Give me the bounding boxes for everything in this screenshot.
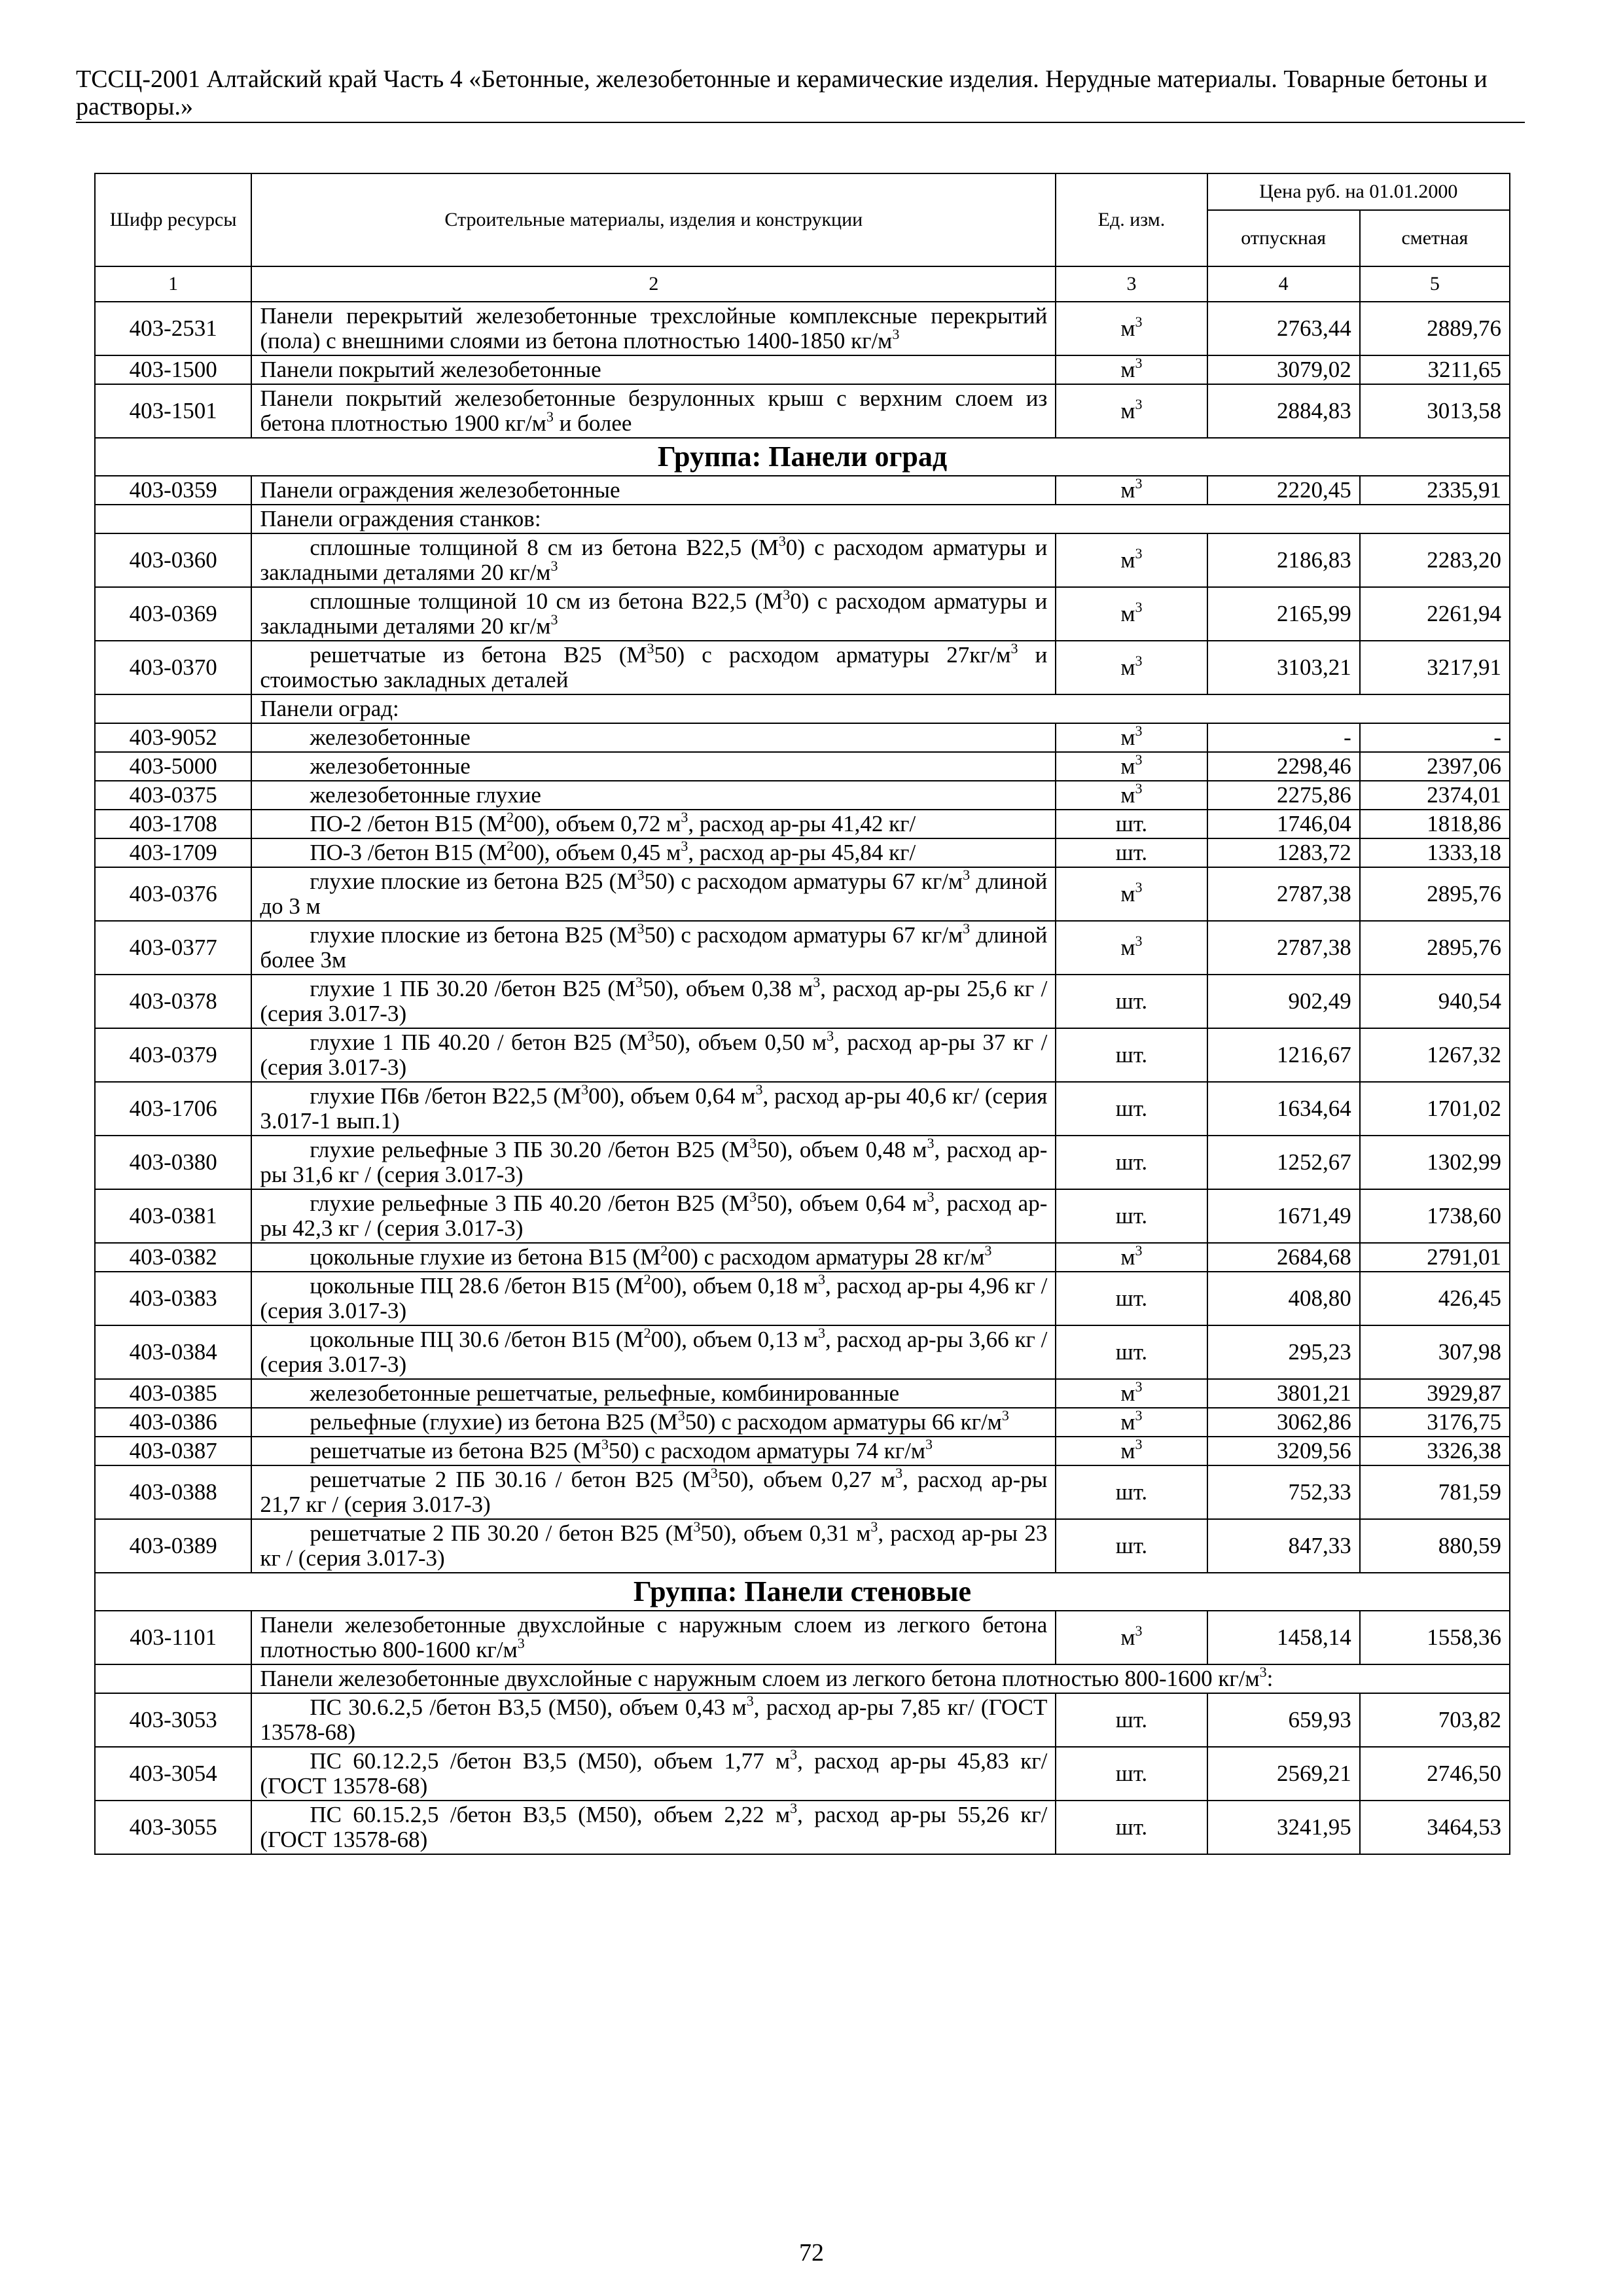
material-name: решетчатые 2 ПБ 30.16 / бетон В25 $(М^350)$, объем 0,27 $м^3$, расход ар-ры 21,7 кг / (серия 3.017-3) [251,1465,1056,1519]
unit: шт. [1056,838,1207,867]
table-row [95,1243,1510,1272]
release-price: 3103,21 [1207,641,1360,694]
table-row [95,1379,1510,1408]
resource-code: 403-0381 [95,1189,251,1243]
material-name: Панели покрытий железобетонные [251,355,1056,384]
release-price: 1283,72 [1207,838,1360,867]
col-number: 2 [251,266,1056,302]
resource-code: 403-0386 [95,1408,251,1437]
release-price: 2186,83 [1207,533,1360,587]
release-price: 2684,68 [1207,1243,1360,1272]
resource-code: 403-9052 [95,723,251,752]
resource-code: 403-3054 [95,1747,251,1801]
release-price: 847,33 [1207,1519,1360,1573]
material-name: ПС 60.15.2,5 /бетон В3,5 (М50), объем 2,22 $м^3$, расход ар-ры 55,26 кг/ (ГОСТ 13578-68) [251,1801,1056,1854]
unit: $м^3$ [1056,723,1207,752]
release-price: 659,93 [1207,1693,1360,1747]
material-name: Панели ограждения железобетонные [251,476,1056,505]
table-row [95,1801,1510,1854]
material-name: глухие 1 ПБ 30.20 /бетон В25 $(М^350)$, объем 0,38 $м^3$, расход ар-ры 25,6 кг / (серия 3.017-3) [251,975,1056,1028]
material-name: цокольные ПЦ 30.6 /бетон В15 $(М^200)$, объем 0,13 $м^3$, расход ар-ры 3,66 кг / (серия 3.017-3) [251,1325,1056,1379]
estimate-price: 1558,36 [1360,1611,1510,1664]
estimate-price: 3211,65 [1360,355,1510,384]
material-name: цокольные глухие из бетона В15 $(М^200)$ с расходом арматуры 28 $кг/м^3$ [251,1243,1056,1272]
resource-code: 403-1500 [95,355,251,384]
col-number: 1 [95,266,251,302]
group-heading-row [95,438,1510,476]
table-row [95,1465,1510,1519]
release-price: 2884,83 [1207,384,1360,438]
resource-code: 403-0359 [95,476,251,505]
estimate-price: 781,59 [1360,1465,1510,1519]
table-row [95,302,1510,355]
material-name: глухие рельефные 3 ПБ 30.20 /бетон В25 $(М^350)$, объем 0,48 $м^3$, расход ар-ры 31,6 кг / (серия 3.017-3) [251,1136,1056,1189]
empty-cell [95,694,251,723]
col-header-estimate: сметная [1360,210,1510,266]
release-price: - [1207,723,1360,752]
table-row [95,1272,1510,1325]
col-number: 5 [1360,266,1510,302]
resource-code: 403-1101 [95,1611,251,1664]
resource-code: 403-0369 [95,587,251,641]
material-name: Панели железобетонные двухслойные с наружным слоем из легкого бетона плотностью 800-1600 $кг/м^3$ [251,1611,1056,1664]
unit: $м^3$ [1056,587,1207,641]
unit: шт. [1056,1325,1207,1379]
release-price: 752,33 [1207,1465,1360,1519]
unit: шт. [1056,1189,1207,1243]
resource-code: 403-1501 [95,384,251,438]
resource-code: 403-2531 [95,302,251,355]
estimate-price: 2261,94 [1360,587,1510,641]
estimate-price: 3464,53 [1360,1801,1510,1854]
unit: шт. [1056,975,1207,1028]
group-heading: Группа: Панели стеновые [95,1573,1510,1611]
material-name: сплошные толщиной 10 см из бетона В22,5 $(М^30)$ с расходом арматуры и закладными деталями 20 $кг/м^3$ [251,587,1056,641]
release-price: 1634,64 [1207,1082,1360,1136]
unit: шт. [1056,1801,1207,1854]
table-row [95,355,1510,384]
estimate-price: 1818,86 [1360,810,1510,838]
material-name: ПС 60.12.2,5 /бетон В3,5 (М50), объем 1,77 $м^3$, расход ар-ры 45,83 кг/ (ГОСТ 13578-68) [251,1747,1056,1801]
release-price: 2569,21 [1207,1747,1360,1801]
estimate-price: 307,98 [1360,1325,1510,1379]
material-name: ПС 30.6.2,5 /бетон В3,5 (М50), объем 0,43 $м^3$, расход ар-ры 7,85 кг/ (ГОСТ 13578-68) [251,1693,1056,1747]
unit: шт. [1056,1272,1207,1325]
table-row [95,752,1510,781]
estimate-price: 2283,20 [1360,533,1510,587]
resource-code: 403-1706 [95,1082,251,1136]
material-name: цокольные ПЦ 28.6 /бетон В15 $(М^200)$, объем 0,18 $м^3$, расход ар-ры 4,96 кг / (серия 3.017-3) [251,1272,1056,1325]
table-row [95,1747,1510,1801]
unit: $м^3$ [1056,781,1207,810]
unit: $м^3$ [1056,1243,1207,1272]
subheading-row [95,694,1510,723]
unit: $м^3$ [1056,302,1207,355]
material-name: сплошные толщиной 8 см из бетона В22,5 $(М^30)$ с расходом арматуры и закладными деталями 20 $кг/м^3$ [251,533,1056,587]
release-price: 1216,67 [1207,1028,1360,1082]
resource-code: 403-0380 [95,1136,251,1189]
estimate-price: 3013,58 [1360,384,1510,438]
release-price: 2220,45 [1207,476,1360,505]
unit: шт. [1056,810,1207,838]
col-header-name: Строительные материалы, изделия и конструкции [251,173,1056,266]
material-name: решетчатые 2 ПБ 30.20 / бетон В25 $(М^350)$, объем 0,31 $м^3$, расход ар-ры 23 кг / (серия 3.017-3) [251,1519,1056,1573]
unit: шт. [1056,1082,1207,1136]
unit: $м^3$ [1056,641,1207,694]
table-row [95,1189,1510,1243]
resource-code: 403-0384 [95,1325,251,1379]
material-name: Панели перекрытий железобетонные трехслойные комплексные перекрытий (пола) с внешними слоями из бетона плотностью 1400-1850 $кг/м^3$ [251,302,1056,355]
table-row [95,810,1510,838]
unit: $м^3$ [1056,533,1207,587]
table-row [95,1325,1510,1379]
estimate-price: 2895,76 [1360,921,1510,975]
table-row [95,921,1510,975]
col-header-release: отпускная [1207,210,1360,266]
table-row [95,1082,1510,1136]
estimate-price: 880,59 [1360,1519,1510,1573]
subheading: Панели ограждения станков: [251,505,1510,533]
resource-code: 403-3055 [95,1801,251,1854]
release-price: 2787,38 [1207,867,1360,921]
estimate-price: 2791,01 [1360,1243,1510,1272]
unit: $м^3$ [1056,752,1207,781]
table-row [95,867,1510,921]
resource-code: 403-5000 [95,752,251,781]
table-row [95,533,1510,587]
empty-cell [95,505,251,533]
resource-code: 403-0388 [95,1465,251,1519]
unit: шт. [1056,1136,1207,1189]
table-row [95,1611,1510,1664]
subheading-row [95,1664,1510,1693]
page-number: 72 [799,2239,824,2267]
release-price: 3801,21 [1207,1379,1360,1408]
col-header-code: Шифр ресурсы [95,173,251,266]
release-price: 295,23 [1207,1325,1360,1379]
estimate-price: 2889,76 [1360,302,1510,355]
resource-code: 403-0375 [95,781,251,810]
material-name: Панели покрытий железобетонные безрулонных крыш с верхним слоем из бетона плотностью 1900 $кг/м^3$ и более [251,384,1056,438]
material-name: железобетонные глухие [251,781,1056,810]
unit: $м^3$ [1056,384,1207,438]
release-price: 1252,67 [1207,1136,1360,1189]
unit: $м^3$ [1056,921,1207,975]
subheading: Панели железобетонные двухслойные с наружным слоем из легкого бетона плотностью 800-1600 $кг/м^3$: [251,1664,1510,1693]
resource-code: 403-0370 [95,641,251,694]
unit: $м^3$ [1056,1437,1207,1465]
release-price: 1671,49 [1207,1189,1360,1243]
resource-code: 403-0387 [95,1437,251,1465]
resource-code: 403-3053 [95,1693,251,1747]
table-row [95,641,1510,694]
estimate-price: 2374,01 [1360,781,1510,810]
unit: шт. [1056,1028,1207,1082]
estimate-price: 2895,76 [1360,867,1510,921]
material-name: рельефные (глухие) из бетона В25 $(М^350)$ с расходом арматуры 66 $кг/м^3$ [251,1408,1056,1437]
material-name: решетчатые из бетона В25 $(М^350)$ с расходом арматуры $27кг/м^3$ и стоимостью закладных деталей [251,641,1056,694]
release-price: 1746,04 [1207,810,1360,838]
release-price: 2165,99 [1207,587,1360,641]
estimate-price: 3176,75 [1360,1408,1510,1437]
document-header: ТССЦ-2001 Алтайский край Часть 4 «Бетонные, железобетонные и керамические изделия. Нерудные материалы. Товарные бетоны и растворы.» [76,65,1488,120]
table-row [95,1437,1510,1465]
estimate-price: 2746,50 [1360,1747,1510,1801]
group-heading-row [95,1573,1510,1611]
col-number: 3 [1056,266,1207,302]
table-row [95,1693,1510,1747]
header-rule [76,122,1525,123]
resource-code: 403-0389 [95,1519,251,1573]
estimate-price: 3929,87 [1360,1379,1510,1408]
material-name: железобетонные [251,723,1056,752]
material-name: решетчатые из бетона В25 $(М^350)$ с расходом арматуры 74 $кг/м^3$ [251,1437,1056,1465]
release-price: 902,49 [1207,975,1360,1028]
resource-code: 403-0378 [95,975,251,1028]
unit: $м^3$ [1056,1379,1207,1408]
subheading-row [95,505,1510,533]
material-name: глухие плоские из бетона В25 $(М^350)$ с расходом арматуры 67 $кг/м^3$ длиной до 3 м [251,867,1056,921]
resource-code: 403-0385 [95,1379,251,1408]
release-price: 2298,46 [1207,752,1360,781]
release-price: 3209,56 [1207,1437,1360,1465]
estimate-price: 2397,06 [1360,752,1510,781]
release-price: 2763,44 [1207,302,1360,355]
material-name: ПО-2 /бетон В15 $(М^200)$, объем 0,72 $м^3$, расход ар-ры 41,42 кг/ [251,810,1056,838]
price-table [94,173,1510,1855]
release-price: 2787,38 [1207,921,1360,975]
unit: $м^3$ [1056,476,1207,505]
estimate-price: 940,54 [1360,975,1510,1028]
material-name: глухие рельефные 3 ПБ 40.20 /бетон В25 $(М^350)$, объем 0,64 $м^3$, расход ар-ры 42,3 кг / (серия 3.017-3) [251,1189,1056,1243]
estimate-price: 2335,91 [1360,476,1510,505]
table-row [95,838,1510,867]
release-price: 3062,86 [1207,1408,1360,1437]
estimate-price: 3217,91 [1360,641,1510,694]
estimate-price: - [1360,723,1510,752]
estimate-price: 3326,38 [1360,1437,1510,1465]
estimate-price: 426,45 [1360,1272,1510,1325]
release-price: 1458,14 [1207,1611,1360,1664]
unit: $м^3$ [1056,1408,1207,1437]
subheading: Панели оград: [251,694,1510,723]
release-price: 2275,86 [1207,781,1360,810]
estimate-price: 1302,99 [1360,1136,1510,1189]
release-price: 408,80 [1207,1272,1360,1325]
resource-code: 403-1709 [95,838,251,867]
table-row [95,723,1510,752]
material-name: глухие П6в /бетон В22,5 $(М^300)$, объем 0,64 $м^3$, расход ар-ры 40,6 кг/ (серия 3.017-1 вып.1) [251,1082,1056,1136]
unit: шт. [1056,1693,1207,1747]
table-row [95,1408,1510,1437]
estimate-price: 1267,32 [1360,1028,1510,1082]
material-name: глухие плоские из бетона В25 $(М^350)$ с расходом арматуры 67 $кг/м^3$ длиной более 3м [251,921,1056,975]
material-name: железобетонные решетчатые, рельефные, комбинированные [251,1379,1056,1408]
table-row [95,1519,1510,1573]
unit: $м^3$ [1056,867,1207,921]
unit: $м^3$ [1056,1611,1207,1664]
resource-code: 403-0383 [95,1272,251,1325]
estimate-price: 1738,60 [1360,1189,1510,1243]
resource-code: 403-1708 [95,810,251,838]
table-row [95,975,1510,1028]
table-row [95,781,1510,810]
release-price: 3079,02 [1207,355,1360,384]
resource-code: 403-0379 [95,1028,251,1082]
resource-code: 403-0382 [95,1243,251,1272]
release-price: 3241,95 [1207,1801,1360,1854]
table-row [95,1136,1510,1189]
material-name: железобетонные [251,752,1056,781]
table-row [95,587,1510,641]
table-row [95,384,1510,438]
unit: шт. [1056,1465,1207,1519]
group-heading: Группа: Панели оград [95,438,1510,476]
resource-code: 403-0360 [95,533,251,587]
estimate-price: 1701,02 [1360,1082,1510,1136]
material-name: глухие 1 ПБ 40.20 / бетон В25 $(М^350)$, объем 0,50 $м^3$, расход ар-ры 37 кг / (серия 3.017-3) [251,1028,1056,1082]
unit: шт. [1056,1519,1207,1573]
estimate-price: 703,82 [1360,1693,1510,1747]
material-name: ПО-3 /бетон В15 $(М^200)$, объем 0,45 $м^3$, расход ар-ры 45,84 кг/ [251,838,1056,867]
col-header-price: Цена руб. на 01.01.2000 [1207,173,1510,210]
empty-cell [95,1664,251,1693]
table-row [95,476,1510,505]
unit: шт. [1056,1747,1207,1801]
resource-code: 403-0376 [95,867,251,921]
table-row [95,1028,1510,1082]
col-header-unit: Ед. изм. [1056,173,1207,266]
estimate-price: 1333,18 [1360,838,1510,867]
col-number: 4 [1207,266,1360,302]
unit: $м^3$ [1056,355,1207,384]
resource-code: 403-0377 [95,921,251,975]
